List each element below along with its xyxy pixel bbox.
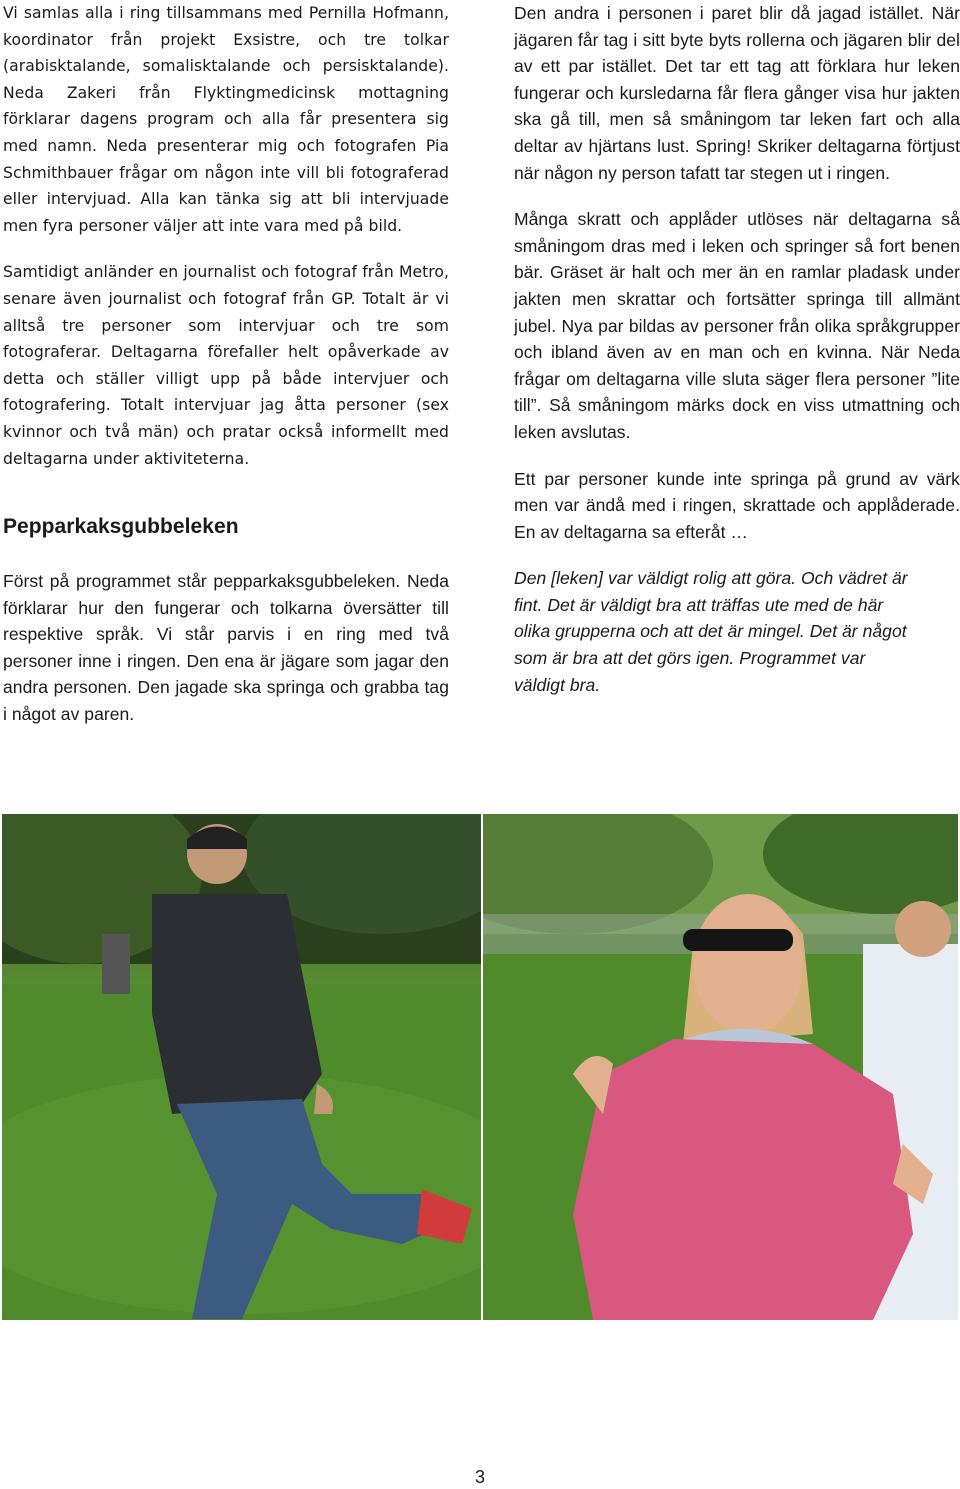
paragraph-game-intro: Först på programmet står pepparkaksgubbeleken. Neda förklarar hur den fungerar och tolkarna översätter till respektive språk. Vi står parvis i en ring med två personer inne i ringen. Den ena är jägare som jagar den andra personen. Den jagade ska springa och grabba tag i något av paren. [3,571,449,725]
photo-strip [2,814,958,1320]
paragraph-laughter: Många skratt och applåder utlöses när deltagarna så småningom dras med i leken och springer så fort benen bär. Gräset är halt och mer än en ramlar pladask under jakten men skrattar och fortsätter springa till allmänt jubel. Nya par bildas av personer från olika språkgrupper och ibland även av en man och en kvinna. När Neda frågar om deltagarna ville sluta säger flera personer ”lite till”. Så småningom märks dock en viss utmattning och leken avslutas. [514,209,960,442]
paragraph-game-rules: Den andra i personen i paret blir då jagad istället. När jägaren får tag i sitt byte byts rollerna och jägaren blir del av ett par istället. Det tar ett tag att förklara hur leken fungerar och kursledarna får flera gånger visa hur jakten ska gå till, men så småningom tar leken fart och alla deltar av hjärtans lust. Spring! Skriker deltagarna förtjust när någon ny person tafatt tar stegen ut i ringen. [514,3,960,183]
paragraph-intro: Vi samlas alla i ring tillsammans med Pernilla Hofmann, koordinator från projekt Exsistre, och tre tolkar (arabisktalande, somalisktalande och persisktalande). Neda Zakeri från Flyktingmedicinsk mottagning förklarar dagens program och alla får presentera sig med namn. Neda presenterar mig och fotografen Pia Schmithbauer frågar om någon inte vill bli fotograferad eller intervjuad. Alla kan tänka sig att bli intervjuade men fyra personer väljer att inte vara med på bild. [3,4,449,235]
paragraph-journalists: Samtidigt anländer en journalist och fotograf från Metro, senare även journalist och fotograf från GP. Totalt är vi alltså tre personer som intervjuar och tre som fotograferar. Deltagarna förefaller helt opåverkade av detta och ställer villigt upp på både intervjuer och fotografering. Totalt intervjuar jag åtta personer (sex kvinnor och två män) och pratar också informellt med deltagarna under aktiviteterna. [3,263,449,468]
participant-quote: Den [leken] var väldigt rolig att göra. Och vädret är fint. Det är väldigt bra att träffas ute med de här olika grupperna och att det är mingel. Det är något som är bra att det görs igen. Programmet var väldigt bra. [514,568,908,695]
photo-laughing-woman [483,814,958,1320]
right-column [514,0,960,718]
left-column [3,0,449,748]
page-number: 3 [474,1467,485,1487]
photo-running-man [2,814,481,1320]
section-heading: Pepparkaksgubbeleken [3,515,239,539]
paragraph-participants: Ett par personer kunde inte springa på grund av värk men var ändå med i ringen, skrattade och applåderade. En av deltagarna sa efteråt … [514,468,960,542]
